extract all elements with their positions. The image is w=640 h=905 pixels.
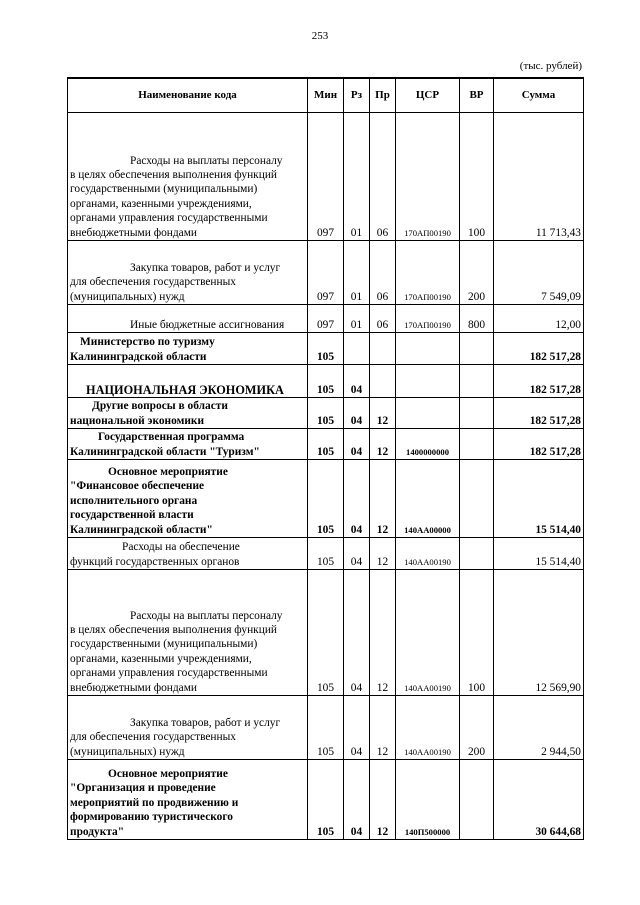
cell-pr: 12 [370,570,396,696]
cell-pr [370,333,396,365]
row-name [68,333,308,365]
cell-csr: 140АА00190 [396,696,460,760]
cell-vr [460,429,494,460]
cell-sum: 11 713,43 [494,113,584,241]
cell-pr: 12 [370,760,396,840]
cell-min: 105 [308,760,344,840]
name-line: продукта" [70,825,125,838]
name-line: Калининградской области "Туризм" [70,445,260,458]
name-line: для обеспечения государственных [70,731,236,744]
cell-min: 105 [308,696,344,760]
cell-vr [460,460,494,538]
cell-rz: 01 [344,113,370,241]
row-name [68,570,308,696]
name-line: исполнительного органа [70,494,198,507]
name-line: органами управления государственными [70,212,268,225]
name-line: органами управления государственными [70,667,268,680]
cell-min: 105 [308,398,344,429]
cell-pr: 12 [370,538,396,570]
name-line: функций государственных органов [70,555,240,568]
header-sum: Сумма [494,78,584,113]
cell-csr: 1400000000 [396,429,460,460]
cell-pr: 12 [370,460,396,538]
header-csr: ЦСР [396,78,460,113]
cell-sum: 2 944,50 [494,696,584,760]
cell-csr: 140П500000 [396,760,460,840]
name-line: "Финансовое обеспечение [70,480,205,493]
cell-vr [460,538,494,570]
cell-sum: 30 644,68 [494,760,584,840]
table-row [68,760,584,840]
name-line: государственной власти [70,509,194,522]
cell-sum: 182 517,28 [494,398,584,429]
cell-rz: 04 [344,460,370,538]
cell-sum: 7 549,09 [494,241,584,305]
header-rz: Рз [344,78,370,113]
name-line: Министерство по туризму [80,336,215,349]
cell-pr: 12 [370,429,396,460]
name-line: Основное мероприятие [108,767,228,780]
cell-min: 105 [308,570,344,696]
cell-min: 097 [308,241,344,305]
cell-pr: 12 [370,696,396,760]
name-line: внебюджетными фондами [70,681,198,694]
table-row [68,365,584,398]
header-vr: ВР [460,78,494,113]
row-name [68,398,308,429]
units-label: (тыс. рублей) [519,60,582,72]
cell-min: 105 [308,365,344,398]
row-name [68,460,308,538]
name-line: НАЦИОНАЛЬНАЯ ЭКОНОМИКА [86,382,284,397]
row-name [68,429,308,460]
name-line: Расходы на выплаты персоналу [130,609,283,622]
name-line: для обеспечения государственных [70,276,236,289]
name-line: в целях обеспечения выполнения функций [70,168,278,181]
name-line: (муниципальных) нужд [70,290,185,303]
table-row [68,241,584,305]
name-line: в целях обеспечения выполнения функций [70,623,278,636]
name-line: Расходы на обеспечение [122,541,240,554]
cell-vr [460,333,494,365]
cell-pr: 06 [370,113,396,241]
cell-csr [396,398,460,429]
table-row [68,113,584,241]
row-name [68,365,308,398]
cell-rz: 01 [344,305,370,333]
cell-rz: 04 [344,365,370,398]
name-line: Расходы на выплаты персоналу [130,154,283,167]
cell-pr: 12 [370,398,396,429]
cell-rz: 04 [344,696,370,760]
row-name [68,696,308,760]
cell-sum: 12 569,90 [494,570,584,696]
cell-sum: 12,00 [494,305,584,333]
cell-sum: 15 514,40 [494,538,584,570]
name-line: Государственная программа [98,431,245,444]
cell-sum: 15 514,40 [494,460,584,538]
name-line: Закупка товаров, работ и услуг [130,716,281,729]
name-line: органами, казенными учреждениями, [70,652,252,665]
cell-csr: 170АП00190 [396,241,460,305]
cell-pr: 06 [370,241,396,305]
budget-table [67,77,584,840]
cell-csr: 140АА00190 [396,538,460,570]
cell-csr: 170АП00190 [396,305,460,333]
cell-min: 105 [308,460,344,538]
cell-pr [370,365,396,398]
cell-vr: 100 [460,113,494,241]
name-line: Закупка товаров, работ и услуг [130,261,281,274]
cell-vr: 200 [460,241,494,305]
header-name: Наименование кода [68,78,308,113]
table-row [68,696,584,760]
table-row [68,398,584,429]
cell-min: 105 [308,333,344,365]
name-line: "Организация и проведение [70,782,216,795]
cell-vr [460,398,494,429]
cell-csr: 140АА00190 [396,570,460,696]
cell-vr [460,760,494,840]
cell-rz: 04 [344,570,370,696]
cell-rz: 01 [344,241,370,305]
cell-rz: 04 [344,538,370,570]
cell-sum: 182 517,28 [494,333,584,365]
name-line: внебюджетными фондами [70,226,198,239]
row-name [68,113,308,241]
name-line: формированию туристического [70,811,233,824]
cell-min: 105 [308,429,344,460]
cell-sum: 182 517,28 [494,365,584,398]
name-line: государственными (муниципальными) [70,183,258,196]
row-name [68,241,308,305]
name-line: Другие вопросы в области [92,400,228,413]
cell-rz: 04 [344,760,370,840]
name-line: государственными (муниципальными) [70,638,258,651]
cell-pr: 06 [370,305,396,333]
table-row [68,305,584,333]
cell-min: 097 [308,305,344,333]
header-min: Мин [308,78,344,113]
row-name [68,760,308,840]
name-line: (муниципальных) нужд [70,745,185,758]
name-line: Калининградской области" [70,523,213,536]
cell-csr [396,333,460,365]
cell-vr: 800 [460,305,494,333]
row-name [68,305,308,333]
name-line: национальной экономики [70,414,205,427]
cell-csr: 170АП00190 [396,113,460,241]
row-name [68,538,308,570]
cell-vr [460,365,494,398]
cell-rz: 04 [344,398,370,429]
cell-csr [396,365,460,398]
table-header-row [68,78,584,113]
cell-min: 105 [308,538,344,570]
name-line: Иные бюджетные ассигнования [130,318,285,331]
cell-rz [344,333,370,365]
cell-vr: 200 [460,696,494,760]
table-row [68,570,584,696]
name-line: Калининградской области [70,350,207,363]
cell-vr: 100 [460,570,494,696]
name-line: мероприятий по продвижению и [70,796,239,809]
table-row [68,429,584,460]
cell-min: 097 [308,113,344,241]
name-line: органами, казенными учреждениями, [70,197,252,210]
page-number: 253 [311,30,329,42]
name-line: Основное мероприятие [108,465,228,478]
table-row [68,460,584,538]
cell-sum: 182 517,28 [494,429,584,460]
table-row [68,333,584,365]
header-pr: Пр [370,78,396,113]
cell-csr: 140АА00000 [396,460,460,538]
table-row [68,538,584,570]
cell-rz: 04 [344,429,370,460]
